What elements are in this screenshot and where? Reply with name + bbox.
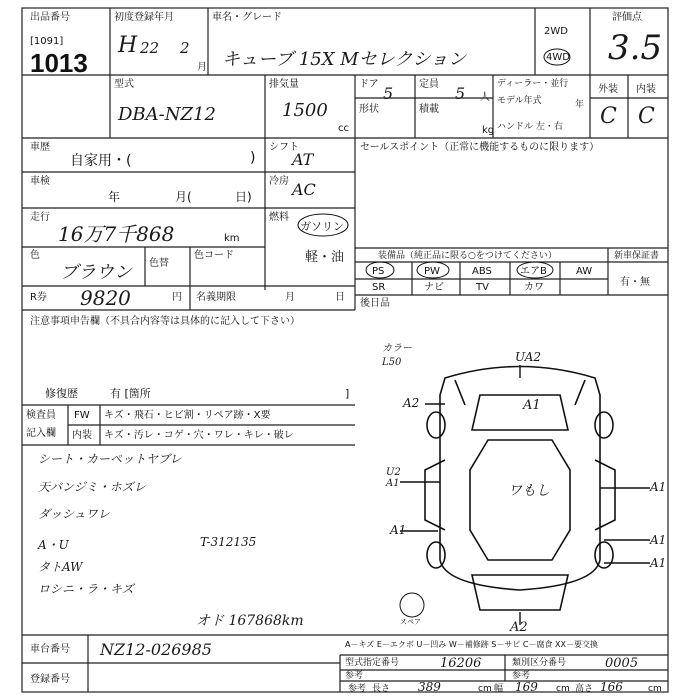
inspection-year: 年: [108, 190, 121, 204]
model-value: DBA-NZ12: [118, 104, 216, 125]
height-label: 高さ: [575, 684, 594, 694]
repair-value: 有 [箇所: [110, 387, 151, 400]
equip-leather: カワ: [524, 282, 544, 293]
first-registration-era: H: [118, 33, 138, 58]
mileage-unit: km: [224, 233, 240, 244]
fw-label: FW: [74, 410, 90, 421]
equip-airbag: エアB: [520, 266, 547, 277]
damage-mark: A1: [390, 523, 407, 537]
recycle-unit: 円: [172, 292, 182, 303]
drive-4wd: 4WD: [546, 52, 570, 63]
height-unit: cm: [648, 684, 662, 694]
expiry-label: 名義期限: [196, 292, 236, 303]
expiry-day: 日: [335, 292, 345, 303]
load-label: 積載: [419, 104, 439, 115]
inspector-note: A・U: [38, 538, 69, 552]
equip-aw: AW: [576, 266, 593, 277]
color-value: ブラウン: [60, 262, 132, 283]
first-registration-month: 2: [180, 39, 190, 57]
mileage-value: 16万7千868: [58, 222, 175, 246]
lot-sub-number: [1091]: [30, 36, 64, 47]
load-unit: kg: [482, 125, 495, 136]
lot-number: 1013: [30, 48, 88, 78]
interior-label: 内装: [636, 84, 656, 95]
equipment-label: 装備品（純正品に限る○をつけてください）: [378, 251, 557, 261]
chassis-label: 車台番号: [30, 644, 70, 655]
drive-2wd: 2WD: [544, 26, 568, 37]
fuel-label: 燃料: [269, 212, 289, 223]
width-value: 169: [515, 680, 538, 694]
chassis-value: NZ12-026985: [100, 640, 212, 659]
ac-value: AC: [292, 180, 316, 199]
rear-seat-label: 後日品: [360, 298, 390, 309]
doors-value: 5: [383, 84, 394, 103]
model-label: 型式: [114, 79, 134, 90]
rating-value: 3.5: [608, 28, 663, 68]
lot-number-label: 出品番号: [30, 12, 70, 23]
shift-value: AT: [292, 150, 314, 169]
month-unit: 月: [197, 62, 207, 73]
interior-items: キズ・汚レ・コゲ・穴・ワレ・キレ・破レ: [104, 430, 294, 441]
length-label: 長さ: [372, 684, 391, 694]
registration-label: 登録番号: [30, 674, 70, 685]
mileage-label: 走行: [30, 212, 50, 223]
first-registration-label: 初度登録年月: [114, 12, 174, 23]
damage-mark: A1: [650, 556, 667, 570]
ac-label: 冷房: [269, 176, 289, 187]
damage-mark: A1: [650, 533, 667, 547]
exterior-grade: C: [600, 104, 617, 129]
equip-sr: SR: [372, 282, 386, 293]
car-name-label: 車名・グレード: [212, 12, 282, 23]
ref-label: 参考: [348, 684, 367, 694]
usage-value: 自家用・(: [70, 153, 132, 169]
rating-label: 評価点: [612, 12, 642, 23]
type-cert-label: 型式指定番号: [345, 658, 400, 668]
odometer-note: オド 167868km: [196, 613, 304, 629]
repair-close: ]: [345, 387, 350, 400]
equip-navi: ナビ: [424, 282, 444, 293]
model-year-label: モデル年式: [497, 96, 542, 106]
notes-label: 注意事項申告欄（不具合内容等は具体的に記入して下さい）: [30, 316, 300, 327]
car-name-value: キューブ 15X Mセレクション: [222, 49, 466, 70]
displacement-value: 1500: [282, 100, 328, 121]
damage-mark: A2: [403, 396, 420, 410]
interior-row-label: 内装: [72, 430, 92, 441]
handle-label: ハンドル 左・右: [497, 122, 563, 132]
capacity-unit: 人: [480, 92, 490, 103]
warranty-label: 新車保証書: [614, 251, 660, 261]
height-value: 166: [600, 680, 623, 694]
year-unit: 年: [575, 100, 585, 110]
damage-mark: U2 A1: [386, 467, 401, 489]
shift-label: シフト: [269, 142, 299, 153]
color-code-label: 色コード: [194, 250, 234, 261]
expiry-month: 月: [285, 292, 295, 303]
inspector-note: ダッシュワレ: [38, 507, 110, 521]
damage-legend: A－キズ E－エクボ U－凹み W－補修跡 S－サビ C－腐食 XX－要交換: [345, 640, 599, 649]
inspection-day: 日): [235, 190, 252, 204]
center-note: ワもし: [508, 483, 550, 499]
doors-label: ドア: [359, 79, 379, 90]
timing-note: T-312135: [200, 535, 257, 549]
inspector-note: タトAW: [38, 560, 83, 574]
usage-label: 車歴: [30, 142, 50, 153]
exterior-label: 外装: [598, 84, 618, 95]
class-value: 0005: [605, 656, 639, 671]
length-unit: cm: [478, 684, 492, 694]
shape-label: 形状: [359, 104, 379, 115]
color-note: カラー L50: [382, 343, 412, 368]
fuel-light-oil: 軽・油: [305, 250, 345, 265]
spare-label: スペア: [400, 618, 421, 626]
damage-mark: A1: [523, 398, 541, 413]
damage-mark: A1: [650, 480, 667, 494]
inspector-note: 天バンジミ・ホズレ: [38, 480, 146, 494]
displacement-unit: cc: [338, 123, 349, 134]
recycle-value: 9820: [80, 286, 131, 310]
inspector-label: 検査員: [26, 410, 56, 421]
length-value: 389: [418, 680, 441, 694]
entry-label: 記入欄: [26, 428, 56, 439]
capacity-label: 定員: [419, 79, 439, 90]
damage-mark: UA2: [515, 350, 542, 364]
width-unit: cm: [556, 684, 570, 694]
sales-point-label: セールスポイント（正常に機能するものに限ります）: [360, 142, 600, 153]
ref-label: 参考: [345, 671, 364, 681]
usage-close: ): [250, 150, 256, 166]
equip-tv: TV: [476, 282, 489, 293]
color-change-label: 色替: [149, 258, 169, 269]
dealer-label: ディーラー・並行: [497, 79, 569, 89]
damage-mark: A2: [510, 620, 528, 635]
color-label: 色: [30, 250, 40, 261]
fw-items: キズ・飛石・ヒビ割・リペア跡・X要: [104, 410, 271, 421]
interior-grade: C: [638, 104, 655, 129]
displacement-label: 排気量: [269, 79, 299, 90]
equip-ps: PS: [372, 266, 385, 277]
fuel-gasoline: ガソリン: [300, 220, 344, 233]
class-label: 類別区分番号: [512, 658, 567, 668]
inspection-label: 車検: [30, 176, 50, 187]
inspector-note: シート・カーペットヤブレ: [38, 452, 182, 466]
equip-abs: ABS: [472, 266, 492, 277]
first-registration-year: 22: [140, 39, 160, 57]
recycle-label: R券: [30, 292, 47, 303]
warranty-value: 有・無: [620, 277, 650, 288]
equip-pw: PW: [424, 266, 440, 277]
capacity-value: 5: [455, 84, 466, 103]
inspector-note: ロシニ・ラ・キズ: [38, 582, 134, 596]
type-cert-value: 16206: [440, 656, 482, 671]
width-label: 幅: [494, 684, 504, 694]
inspection-month: 月(: [175, 190, 192, 204]
repair-label: 修復歴: [45, 387, 78, 400]
ref-label: 参考: [512, 671, 531, 681]
